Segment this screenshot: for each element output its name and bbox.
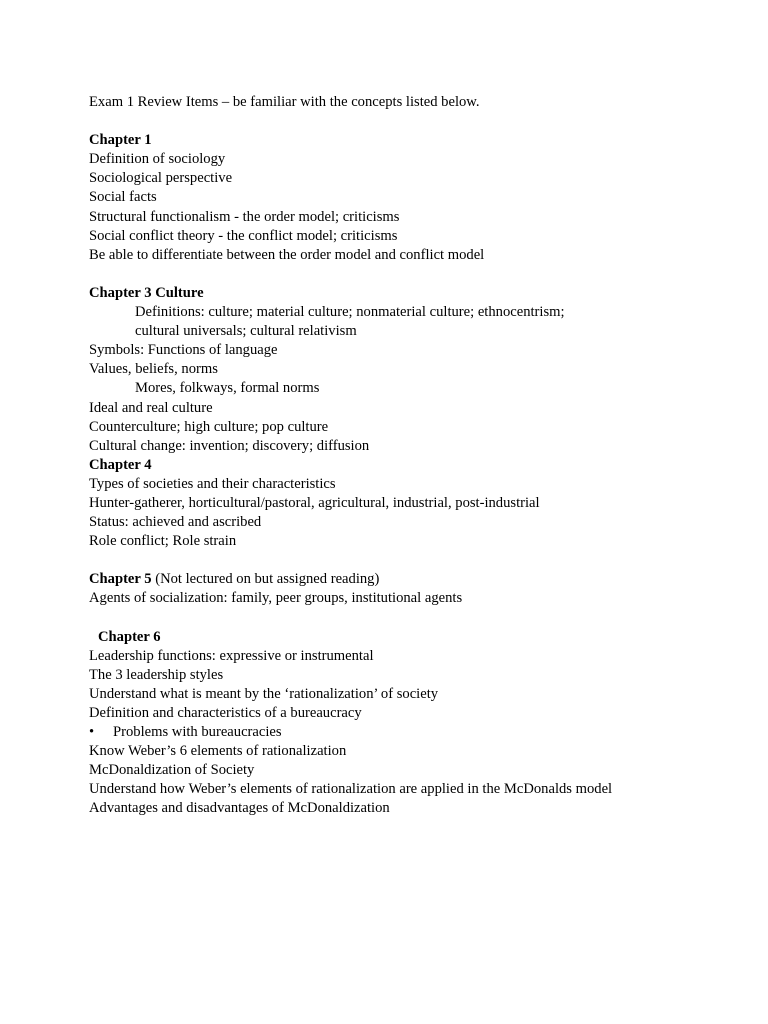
chapter-1-item: Be able to differentiate between the order model and conflict model [89,246,485,263]
chapter-6-weber: Know Weber’s 6 elements of rationalization [89,743,347,760]
blank-line [89,551,749,570]
chapter-3-heading: Chapter 3 Culture [89,284,204,301]
chapter-1-item: Structural functionalism - the order model; criticisms [89,208,400,225]
chapter-3-ideal: Ideal and real culture [89,399,213,416]
chapter-6-leadership: Leadership functions: expressive or instrumental [89,647,374,664]
chapter-6-rationalization: Understand what is meant by the ‘rationalization’ of society [89,685,439,702]
chapter-6-bureaucracy: Definition and characteristics of a bureaucracy [89,705,362,721]
blank-line [89,265,749,284]
blank-line [89,609,749,628]
chapter-5-heading-line [89,570,749,589]
chapter-3-change: Cultural change: invention; discovery; diffusion [89,437,370,454]
chapter-1-heading: Chapter 1 [89,132,152,149]
chapter-1-item: Definition of sociology [89,151,226,168]
bullet-list-item [89,723,749,742]
chapter-4-item: Role conflict; Role strain [89,533,237,550]
bullet-icon: • [89,724,95,741]
chapter-3-definitions: Definitions: culture; material culture; nonmaterial culture; ethnocentrism; [135,304,565,321]
chapter-6-mcdonaldization: McDonaldization of Society [89,762,255,779]
chapter-6-understand-weber: Understand how Weber’s elements of rationalization are applied in the McDonalds model [89,781,613,798]
chapter-3-symbols: Symbols: Functions of language [89,342,278,359]
chapter-6-styles: The 3 leadership styles [89,666,224,683]
chapter-6-heading: Chapter 6 [98,628,161,645]
document-title: Exam 1 Review Items – be familiar with the concepts listed below. [89,94,480,110]
chapter-5-note: (Not lectured on but assigned reading) [151,571,380,588]
chapter-1-item: Social conflict theory - the conflict model; criticisms [89,227,398,244]
chapter-3-mores: Mores, folkways, formal norms [135,380,320,397]
chapter-4-item: Hunter-gatherer, horticultural/pastoral, agricultural, industrial, post-industrial [89,494,540,511]
chapter-6-advantages: Advantages and disadvantages of McDonaldization [89,800,390,817]
chapter-5-heading: Chapter 5 [89,571,152,588]
chapter-3-values: Values, beliefs, norms [89,361,218,378]
chapter-3-counterculture: Counterculture; high culture; pop culture [89,418,329,435]
chapter-1-item: Social facts [89,189,157,206]
chapter-4-heading: Chapter 4 [89,456,152,473]
chapter-4-item: Types of societies and their characteristics [89,475,336,492]
chapter-1-item: Sociological perspective [89,170,233,187]
blank-line [89,112,749,131]
chapter-3-definitions-cont: cultural universals; cultural relativism [135,323,357,340]
chapter-5-agents: Agents of socialization: family, peer groups, institutional agents [89,590,463,607]
chapter-4-item: Status: achieved and ascribed [89,514,262,531]
document-body [89,93,749,819]
chapter-6-problems: Problems with bureaucracies [113,724,282,741]
